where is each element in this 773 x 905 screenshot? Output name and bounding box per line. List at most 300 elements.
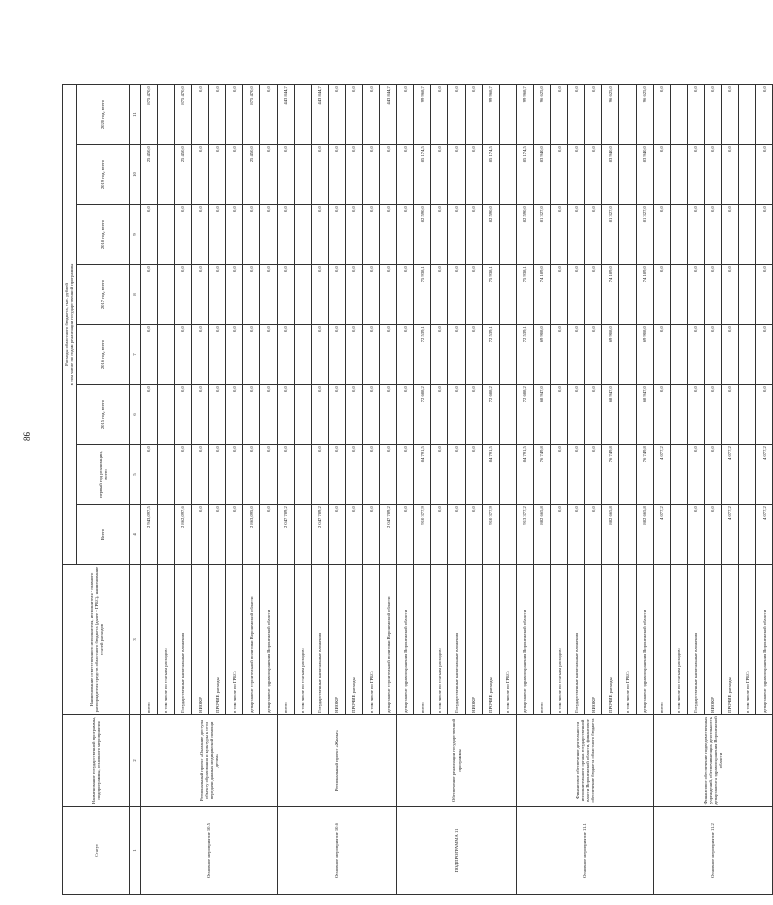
value-cell: 72 688,2 xyxy=(414,385,431,445)
value-cell: 0,0 xyxy=(431,445,448,505)
header-year: первый год реализации, всего xyxy=(76,445,130,505)
value-cell: 0,0 xyxy=(568,445,585,505)
value-cell xyxy=(499,505,516,565)
value-cell: 0,0 xyxy=(465,325,482,385)
value-cell: 0,0 xyxy=(431,505,448,565)
value-cell: 0,0 xyxy=(585,85,602,145)
value-cell: 0,0 xyxy=(226,145,243,205)
value-cell: 0,0 xyxy=(311,385,328,445)
value-cell: 0,0 xyxy=(397,145,414,205)
value-cell: 0,0 xyxy=(363,85,380,145)
table-row xyxy=(140,85,157,895)
row-source: НИОКР xyxy=(585,565,602,715)
value-cell: 875 470,0 xyxy=(243,85,260,145)
header-year: 2019 год, всего xyxy=(76,145,130,205)
value-cell: 0,0 xyxy=(431,265,448,325)
value-cell: 85 174,5 xyxy=(482,145,499,205)
value-cell: 85 174,5 xyxy=(516,145,533,205)
value-cell: 68 947,0 xyxy=(533,385,550,445)
value-cell: 0,0 xyxy=(277,145,294,205)
value-cell: 0,0 xyxy=(687,205,704,265)
value-cell: 0,0 xyxy=(397,505,414,565)
value-cell: 69 908,0 xyxy=(533,325,550,385)
row-source: всего xyxy=(414,565,431,715)
value-cell: 83 940,0 xyxy=(533,145,550,205)
value-cell xyxy=(499,325,516,385)
table-row xyxy=(397,85,414,895)
value-cell: 0,0 xyxy=(568,205,585,265)
row-source: в том числе по ГРБС: xyxy=(499,565,516,715)
value-cell: 0,0 xyxy=(328,145,345,205)
value-cell: 0,0 xyxy=(345,85,362,145)
value-cell: 74 189,0 xyxy=(533,265,550,325)
value-cell xyxy=(739,265,756,325)
value-cell xyxy=(619,325,636,385)
value-cell: 76 749,8 xyxy=(636,445,653,505)
value-cell: 0,0 xyxy=(328,505,345,565)
row-source: всего xyxy=(653,565,670,715)
value-cell xyxy=(739,205,756,265)
row-status: ПОДПРОГРАММА 11 xyxy=(397,807,517,895)
value-cell: 0,0 xyxy=(140,385,157,445)
value-cell: 0,0 xyxy=(397,265,414,325)
value-cell: 0,0 xyxy=(260,145,277,205)
value-cell: 882 665,8 xyxy=(602,505,619,565)
value-cell: 0,0 xyxy=(687,85,704,145)
row-source: ПРОЧИЕ расходы xyxy=(345,565,362,715)
value-cell xyxy=(670,445,687,505)
row-source: департамент здравоохранения Воронежской области xyxy=(260,565,277,715)
value-cell xyxy=(739,145,756,205)
value-cell: 0,0 xyxy=(756,385,773,445)
value-cell: 68 947,0 xyxy=(636,385,653,445)
value-cell: 4 077,2 xyxy=(721,505,738,565)
value-cell: 0,0 xyxy=(209,505,226,565)
table-row xyxy=(516,85,533,895)
value-cell: 99 968,7 xyxy=(482,85,499,145)
value-cell: 0,0 xyxy=(465,445,482,505)
value-cell: 0,0 xyxy=(140,205,157,265)
value-cell: 443 844,7 xyxy=(277,85,294,145)
value-cell: 74 189,0 xyxy=(602,265,619,325)
value-cell: 82 590,0 xyxy=(482,205,499,265)
value-cell xyxy=(294,205,311,265)
value-cell: 910 377,9 xyxy=(414,505,431,565)
table-row xyxy=(653,85,670,895)
value-cell: 0,0 xyxy=(431,145,448,205)
value-cell: 84 791,5 xyxy=(414,445,431,505)
value-cell: 0,0 xyxy=(551,385,568,445)
value-cell xyxy=(739,325,756,385)
value-cell: 0,0 xyxy=(345,445,362,505)
value-cell: 72 539,1 xyxy=(516,325,533,385)
value-cell: 0,0 xyxy=(174,325,191,385)
value-cell: 0,0 xyxy=(687,325,704,385)
value-cell xyxy=(157,445,174,505)
value-cell: 0,0 xyxy=(260,265,277,325)
value-cell: 0,0 xyxy=(687,145,704,205)
column-number: 9 xyxy=(130,205,141,265)
value-cell xyxy=(157,265,174,325)
value-cell: 0,0 xyxy=(465,85,482,145)
row-source: в том числе по ГРБС: xyxy=(226,565,243,715)
value-cell: 0,0 xyxy=(363,325,380,385)
row-name: Региональный проект «Жилье» xyxy=(277,715,397,807)
value-cell: 4 077,2 xyxy=(756,445,773,505)
value-cell: 0,0 xyxy=(431,205,448,265)
row-status: Основное мероприятие 11.2 xyxy=(653,807,773,895)
value-cell: 0,0 xyxy=(209,445,226,505)
value-cell: 0,0 xyxy=(448,505,465,565)
value-cell xyxy=(739,85,756,145)
value-cell: 0,0 xyxy=(260,325,277,385)
value-cell: 0,0 xyxy=(756,85,773,145)
value-cell: 0,0 xyxy=(431,325,448,385)
value-cell: 76 749,8 xyxy=(533,445,550,505)
value-cell: 0,0 xyxy=(311,445,328,505)
value-cell: 0,0 xyxy=(551,445,568,505)
column-number: 3 xyxy=(130,565,141,715)
row-status: Основное мероприятие 10.5 xyxy=(140,807,277,895)
value-cell xyxy=(619,205,636,265)
value-cell xyxy=(739,505,756,565)
value-cell: 913 377,2 xyxy=(516,505,533,565)
value-cell xyxy=(499,145,516,205)
header-expense-title: Расходы областного бюджета, тыс. рублей xyxy=(64,283,70,366)
row-source: департамент здравоохранения Воронежской области xyxy=(397,565,414,715)
row-source: Государственные капитальные вложения xyxy=(174,565,191,715)
value-cell xyxy=(294,265,311,325)
value-cell: 0,0 xyxy=(568,85,585,145)
value-cell: 84 791,5 xyxy=(482,445,499,505)
value-cell xyxy=(499,85,516,145)
value-cell: 0,0 xyxy=(226,265,243,325)
value-cell: 0,0 xyxy=(687,445,704,505)
value-cell: 0,0 xyxy=(721,85,738,145)
value-cell xyxy=(157,145,174,205)
column-number: 4 xyxy=(130,505,141,565)
value-cell: 0,0 xyxy=(328,385,345,445)
value-cell: 0,0 xyxy=(192,205,209,265)
value-cell xyxy=(294,325,311,385)
value-cell: 0,0 xyxy=(687,265,704,325)
value-cell: 0,0 xyxy=(585,265,602,325)
value-cell: 0,0 xyxy=(243,445,260,505)
value-cell: 0,0 xyxy=(260,385,277,445)
value-cell: 0,0 xyxy=(653,325,670,385)
value-cell: 0,0 xyxy=(226,385,243,445)
row-name: Обеспечение реализации государственной программы xyxy=(397,715,517,807)
value-cell: 0,0 xyxy=(568,145,585,205)
value-cell: 0,0 xyxy=(585,205,602,265)
column-number: 11 xyxy=(130,85,141,145)
column-number: 10 xyxy=(130,145,141,205)
value-cell: 0,0 xyxy=(192,385,209,445)
value-cell xyxy=(619,445,636,505)
value-cell: 0,0 xyxy=(192,325,209,385)
value-cell: 0,0 xyxy=(243,325,260,385)
value-cell: 0,0 xyxy=(568,385,585,445)
value-cell: 2 047 789,2 xyxy=(380,505,397,565)
value-cell: 25 450,0 xyxy=(243,145,260,205)
value-cell: 0,0 xyxy=(277,265,294,325)
header-manager: Наименование ответственного исполнителя, исполнителя - главного распорядителя средств областного бюджета (далее - ГРБС), наименование статей расходов xyxy=(63,565,130,715)
value-cell: 875 470,0 xyxy=(174,85,191,145)
value-cell xyxy=(157,85,174,145)
value-cell: 0,0 xyxy=(277,385,294,445)
value-cell: 0,0 xyxy=(311,205,328,265)
value-cell xyxy=(670,145,687,205)
value-cell: 0,0 xyxy=(448,445,465,505)
value-cell: 0,0 xyxy=(140,265,157,325)
value-cell: 0,0 xyxy=(192,265,209,325)
value-cell xyxy=(619,145,636,205)
value-cell: 0,0 xyxy=(704,205,721,265)
value-cell: 0,0 xyxy=(380,265,397,325)
value-cell xyxy=(499,445,516,505)
value-cell: 0,0 xyxy=(397,85,414,145)
value-cell: 0,0 xyxy=(704,85,721,145)
column-number: 1 xyxy=(130,807,141,895)
value-cell: 0,0 xyxy=(431,85,448,145)
row-source: НИОКР xyxy=(328,565,345,715)
row-source: департамент строительной политики Воронежской области xyxy=(243,565,260,715)
value-cell: 882 665,8 xyxy=(533,505,550,565)
value-cell: 0,0 xyxy=(174,265,191,325)
value-cell: 0,0 xyxy=(311,265,328,325)
value-cell: 0,0 xyxy=(585,505,602,565)
column-number: 2 xyxy=(130,715,141,807)
value-cell: 0,0 xyxy=(551,205,568,265)
value-cell: 0,0 xyxy=(328,85,345,145)
value-cell: 99 968,7 xyxy=(414,85,431,145)
row-status: Основное мероприятие 11.1 xyxy=(516,807,653,895)
value-cell: 0,0 xyxy=(397,325,414,385)
value-cell: 0,0 xyxy=(380,325,397,385)
value-cell: 82 590,0 xyxy=(516,205,533,265)
value-cell: 0,0 xyxy=(226,205,243,265)
value-cell: 0,0 xyxy=(311,145,328,205)
value-cell: 0,0 xyxy=(277,325,294,385)
value-cell: 25 450,0 xyxy=(140,145,157,205)
value-cell: 0,0 xyxy=(465,205,482,265)
value-cell: 0,0 xyxy=(721,145,738,205)
value-cell xyxy=(619,385,636,445)
value-cell: 0,0 xyxy=(448,325,465,385)
value-cell: 0,0 xyxy=(756,325,773,385)
row-source: в том числе по ГРБС: xyxy=(619,565,636,715)
row-source: в том числе по ГРБС: xyxy=(363,565,380,715)
row-source: департамент здравоохранения Воронежской области xyxy=(756,565,773,715)
value-cell: 875 470,0 xyxy=(140,85,157,145)
value-cell: 0,0 xyxy=(380,145,397,205)
value-cell xyxy=(157,505,174,565)
value-cell: 0,0 xyxy=(704,145,721,205)
column-number: 7 xyxy=(130,325,141,385)
value-cell: 0,0 xyxy=(277,445,294,505)
value-cell xyxy=(670,85,687,145)
value-cell: 0,0 xyxy=(585,385,602,445)
value-cell: 4 077,2 xyxy=(756,505,773,565)
row-name: Региональный проект «Оказание доступа объекту образования и культуры к сети передачи данных медицинской помощи детям» xyxy=(140,715,277,807)
value-cell xyxy=(670,205,687,265)
value-cell: 81 327,0 xyxy=(602,205,619,265)
value-cell: 0,0 xyxy=(345,505,362,565)
value-cell: 72 539,1 xyxy=(482,325,499,385)
value-cell: 81 327,0 xyxy=(636,205,653,265)
value-cell: 0,0 xyxy=(551,265,568,325)
budget-table-sheet xyxy=(62,85,767,895)
value-cell: 72 688,2 xyxy=(516,385,533,445)
value-cell: 2 863,095,0 xyxy=(243,505,260,565)
value-cell: 0,0 xyxy=(687,505,704,565)
column-number: 5 xyxy=(130,445,141,505)
value-cell: 0,0 xyxy=(585,445,602,505)
row-source: ПРОЧИЕ расходы xyxy=(209,565,226,715)
value-cell xyxy=(499,385,516,445)
value-cell: 81 327,0 xyxy=(533,205,550,265)
value-cell: 0,0 xyxy=(243,265,260,325)
value-cell: 0,0 xyxy=(687,385,704,445)
value-cell xyxy=(157,325,174,385)
value-cell: 0,0 xyxy=(140,325,157,385)
value-cell: 0,0 xyxy=(209,85,226,145)
value-cell: 0,0 xyxy=(465,385,482,445)
value-cell: 0,0 xyxy=(209,145,226,205)
value-cell xyxy=(294,145,311,205)
value-cell: 99 968,7 xyxy=(516,85,533,145)
value-cell: 2 943,097,5 xyxy=(140,505,157,565)
value-cell: 0,0 xyxy=(363,265,380,325)
value-cell xyxy=(670,265,687,325)
value-cell: 882 665,8 xyxy=(636,505,653,565)
value-cell: 0,0 xyxy=(448,385,465,445)
value-cell xyxy=(294,385,311,445)
value-cell: 96 625,0 xyxy=(636,85,653,145)
value-cell: 0,0 xyxy=(260,445,277,505)
row-source: Государственные капитальные вложения xyxy=(568,565,585,715)
row-source: в том числе по статьям расходов: xyxy=(551,565,568,715)
value-cell: 0,0 xyxy=(226,505,243,565)
value-cell: 0,0 xyxy=(704,265,721,325)
row-source: в том числе по статьям расходов: xyxy=(670,565,687,715)
value-cell: 2 862,097,6 xyxy=(174,505,191,565)
value-cell: 443 844,7 xyxy=(380,85,397,145)
value-cell: 910 377,9 xyxy=(482,505,499,565)
value-cell: 0,0 xyxy=(585,325,602,385)
value-cell: 0,0 xyxy=(551,505,568,565)
row-source: НИОКР xyxy=(192,565,209,715)
value-cell: 0,0 xyxy=(174,205,191,265)
value-cell: 0,0 xyxy=(311,325,328,385)
value-cell: 96 625,0 xyxy=(602,85,619,145)
value-cell: 0,0 xyxy=(568,325,585,385)
value-cell xyxy=(619,505,636,565)
value-cell: 0,0 xyxy=(397,445,414,505)
value-cell: 2 047 789,2 xyxy=(277,505,294,565)
value-cell: 0,0 xyxy=(209,205,226,265)
column-number: 8 xyxy=(130,265,141,325)
value-cell: 0,0 xyxy=(704,445,721,505)
value-cell: 0,0 xyxy=(226,85,243,145)
row-source: Государственные капитальные вложения xyxy=(448,565,465,715)
value-cell: 75 938,1 xyxy=(414,265,431,325)
value-cell: 0,0 xyxy=(277,205,294,265)
value-cell xyxy=(499,265,516,325)
value-cell: 0,0 xyxy=(653,85,670,145)
value-cell: 0,0 xyxy=(448,205,465,265)
value-cell: 0,0 xyxy=(260,85,277,145)
header-name: Наименование государственной программы, подпрограммы, основного мероприятия xyxy=(63,715,130,807)
value-cell: 0,0 xyxy=(704,325,721,385)
value-cell: 74 189,0 xyxy=(636,265,653,325)
page-number: 86 xyxy=(22,432,32,441)
value-cell xyxy=(739,385,756,445)
row-source: всего xyxy=(533,565,550,715)
value-cell xyxy=(619,85,636,145)
value-cell: 0,0 xyxy=(704,385,721,445)
value-cell: 0,0 xyxy=(397,385,414,445)
row-source: в том числе по статьям расходов: xyxy=(294,565,311,715)
value-cell: 0,0 xyxy=(363,205,380,265)
header-year: 2015 год, всего xyxy=(76,385,130,445)
value-cell: 0,0 xyxy=(363,505,380,565)
value-cell: 85 174,5 xyxy=(414,145,431,205)
value-cell: 0,0 xyxy=(226,445,243,505)
row-source: в том числе по ГРБС: xyxy=(739,565,756,715)
row-source: Государственные капитальные вложения xyxy=(687,565,704,715)
value-cell: 72 688,2 xyxy=(482,385,499,445)
value-cell: 0,0 xyxy=(756,265,773,325)
header-expense-subtitle: в том числе по годам реализации государственной программы xyxy=(69,263,75,386)
value-cell xyxy=(157,205,174,265)
value-cell: 0,0 xyxy=(653,205,670,265)
value-cell: 68 947,0 xyxy=(602,385,619,445)
value-cell: 0,0 xyxy=(568,265,585,325)
header-expense-group xyxy=(63,85,77,565)
value-cell: 0,0 xyxy=(328,265,345,325)
value-cell: 25 450,0 xyxy=(174,145,191,205)
value-cell: 84 791,5 xyxy=(516,445,533,505)
value-cell: 0,0 xyxy=(465,265,482,325)
budget-table xyxy=(62,84,773,895)
value-cell: 0,0 xyxy=(585,145,602,205)
value-cell: 0,0 xyxy=(551,325,568,385)
value-cell xyxy=(294,85,311,145)
value-cell xyxy=(294,445,311,505)
table-body xyxy=(140,85,772,895)
value-cell: 0,0 xyxy=(209,325,226,385)
value-cell: 0,0 xyxy=(721,325,738,385)
value-cell: 0,0 xyxy=(397,205,414,265)
header-year: 2020 год, всего xyxy=(76,85,130,145)
value-cell: 2 047 789,2 xyxy=(311,505,328,565)
value-cell: 0,0 xyxy=(448,145,465,205)
value-cell: 0,0 xyxy=(192,145,209,205)
value-cell: 0,0 xyxy=(448,265,465,325)
value-cell: 0,0 xyxy=(260,205,277,265)
table-row xyxy=(277,85,294,895)
value-cell: 83 940,0 xyxy=(636,145,653,205)
row-source: в том числе по статьям расходов: xyxy=(431,565,448,715)
value-cell: 0,0 xyxy=(380,205,397,265)
header-year: 2016 год, всего xyxy=(76,325,130,385)
header-year: 2017 год, всего xyxy=(76,265,130,325)
column-number: 6 xyxy=(130,385,141,445)
value-cell xyxy=(670,505,687,565)
value-cell: 0,0 xyxy=(192,445,209,505)
value-cell: 69 908,0 xyxy=(602,325,619,385)
